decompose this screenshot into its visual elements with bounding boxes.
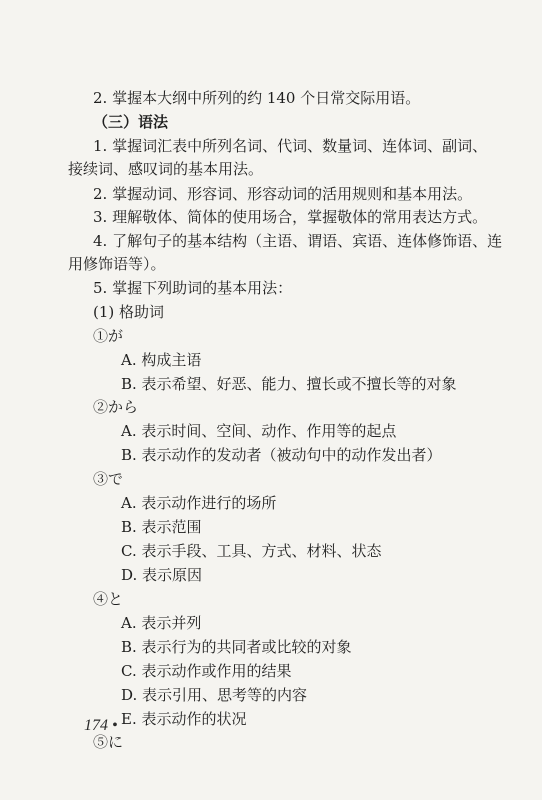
subheading: (1) 格助词 <box>93 303 165 321</box>
body-line: 接续词、感叹词的基本用法。 <box>68 160 264 178</box>
body-line: 4. 了解句子的基本结构（主语、谓语、宾语、连体修饰语、连 <box>93 232 503 250</box>
body-line: 3. 理解敬体、简体的使用场合，掌握敬体的常用表达方式。 <box>93 208 488 226</box>
particle-heading: ④と <box>93 590 124 608</box>
list-item: B. 表示范围 <box>121 518 202 536</box>
list-item: A. 表示并列 <box>121 614 202 632</box>
body-line: 2. 掌握本大纲中所列的约 140 个日常交际用语。 <box>93 89 421 107</box>
list-item: B. 表示动作的发动者（被动句中的动作发出者） <box>121 446 442 464</box>
particle-heading: ③で <box>93 470 124 488</box>
particle-heading: ②から <box>93 398 139 416</box>
list-item: C. 表示动作或作用的结果 <box>121 662 292 680</box>
list-item: E. 表示动作的状况 <box>121 710 247 728</box>
list-item: D. 表示原因 <box>121 566 203 584</box>
list-item: B. 表示行为的共同者或比较的对象 <box>121 638 352 656</box>
particle-heading: ①が <box>93 327 124 345</box>
particle-heading: ⑤に <box>93 733 124 751</box>
list-item: A. 表示动作进行的场所 <box>121 494 277 512</box>
page-number: 174 • <box>84 717 118 734</box>
body-line: 1. 掌握词汇表中所列名词、代词、数量词、连体词、副词、 <box>93 137 488 155</box>
list-item: B. 表示希望、好恶、能力、擅长或不擅长等的对象 <box>121 375 457 393</box>
list-item: C. 表示手段、工具、方式、材料、状态 <box>121 542 382 560</box>
list-item: A. 表示时间、空间、动作、作用等的起点 <box>121 422 397 440</box>
section-heading: （三）语法 <box>93 113 169 131</box>
body-line: 2. 掌握动词、形容词、形容动词的活用规则和基本用法。 <box>93 185 473 203</box>
list-item: A. 构成主语 <box>121 351 202 369</box>
body-line: 5. 掌握下列助词的基本用法： <box>93 279 293 297</box>
list-item: D. 表示引用、思考等的内容 <box>121 686 308 704</box>
body-line: 用修饰语等）。 <box>68 255 166 273</box>
